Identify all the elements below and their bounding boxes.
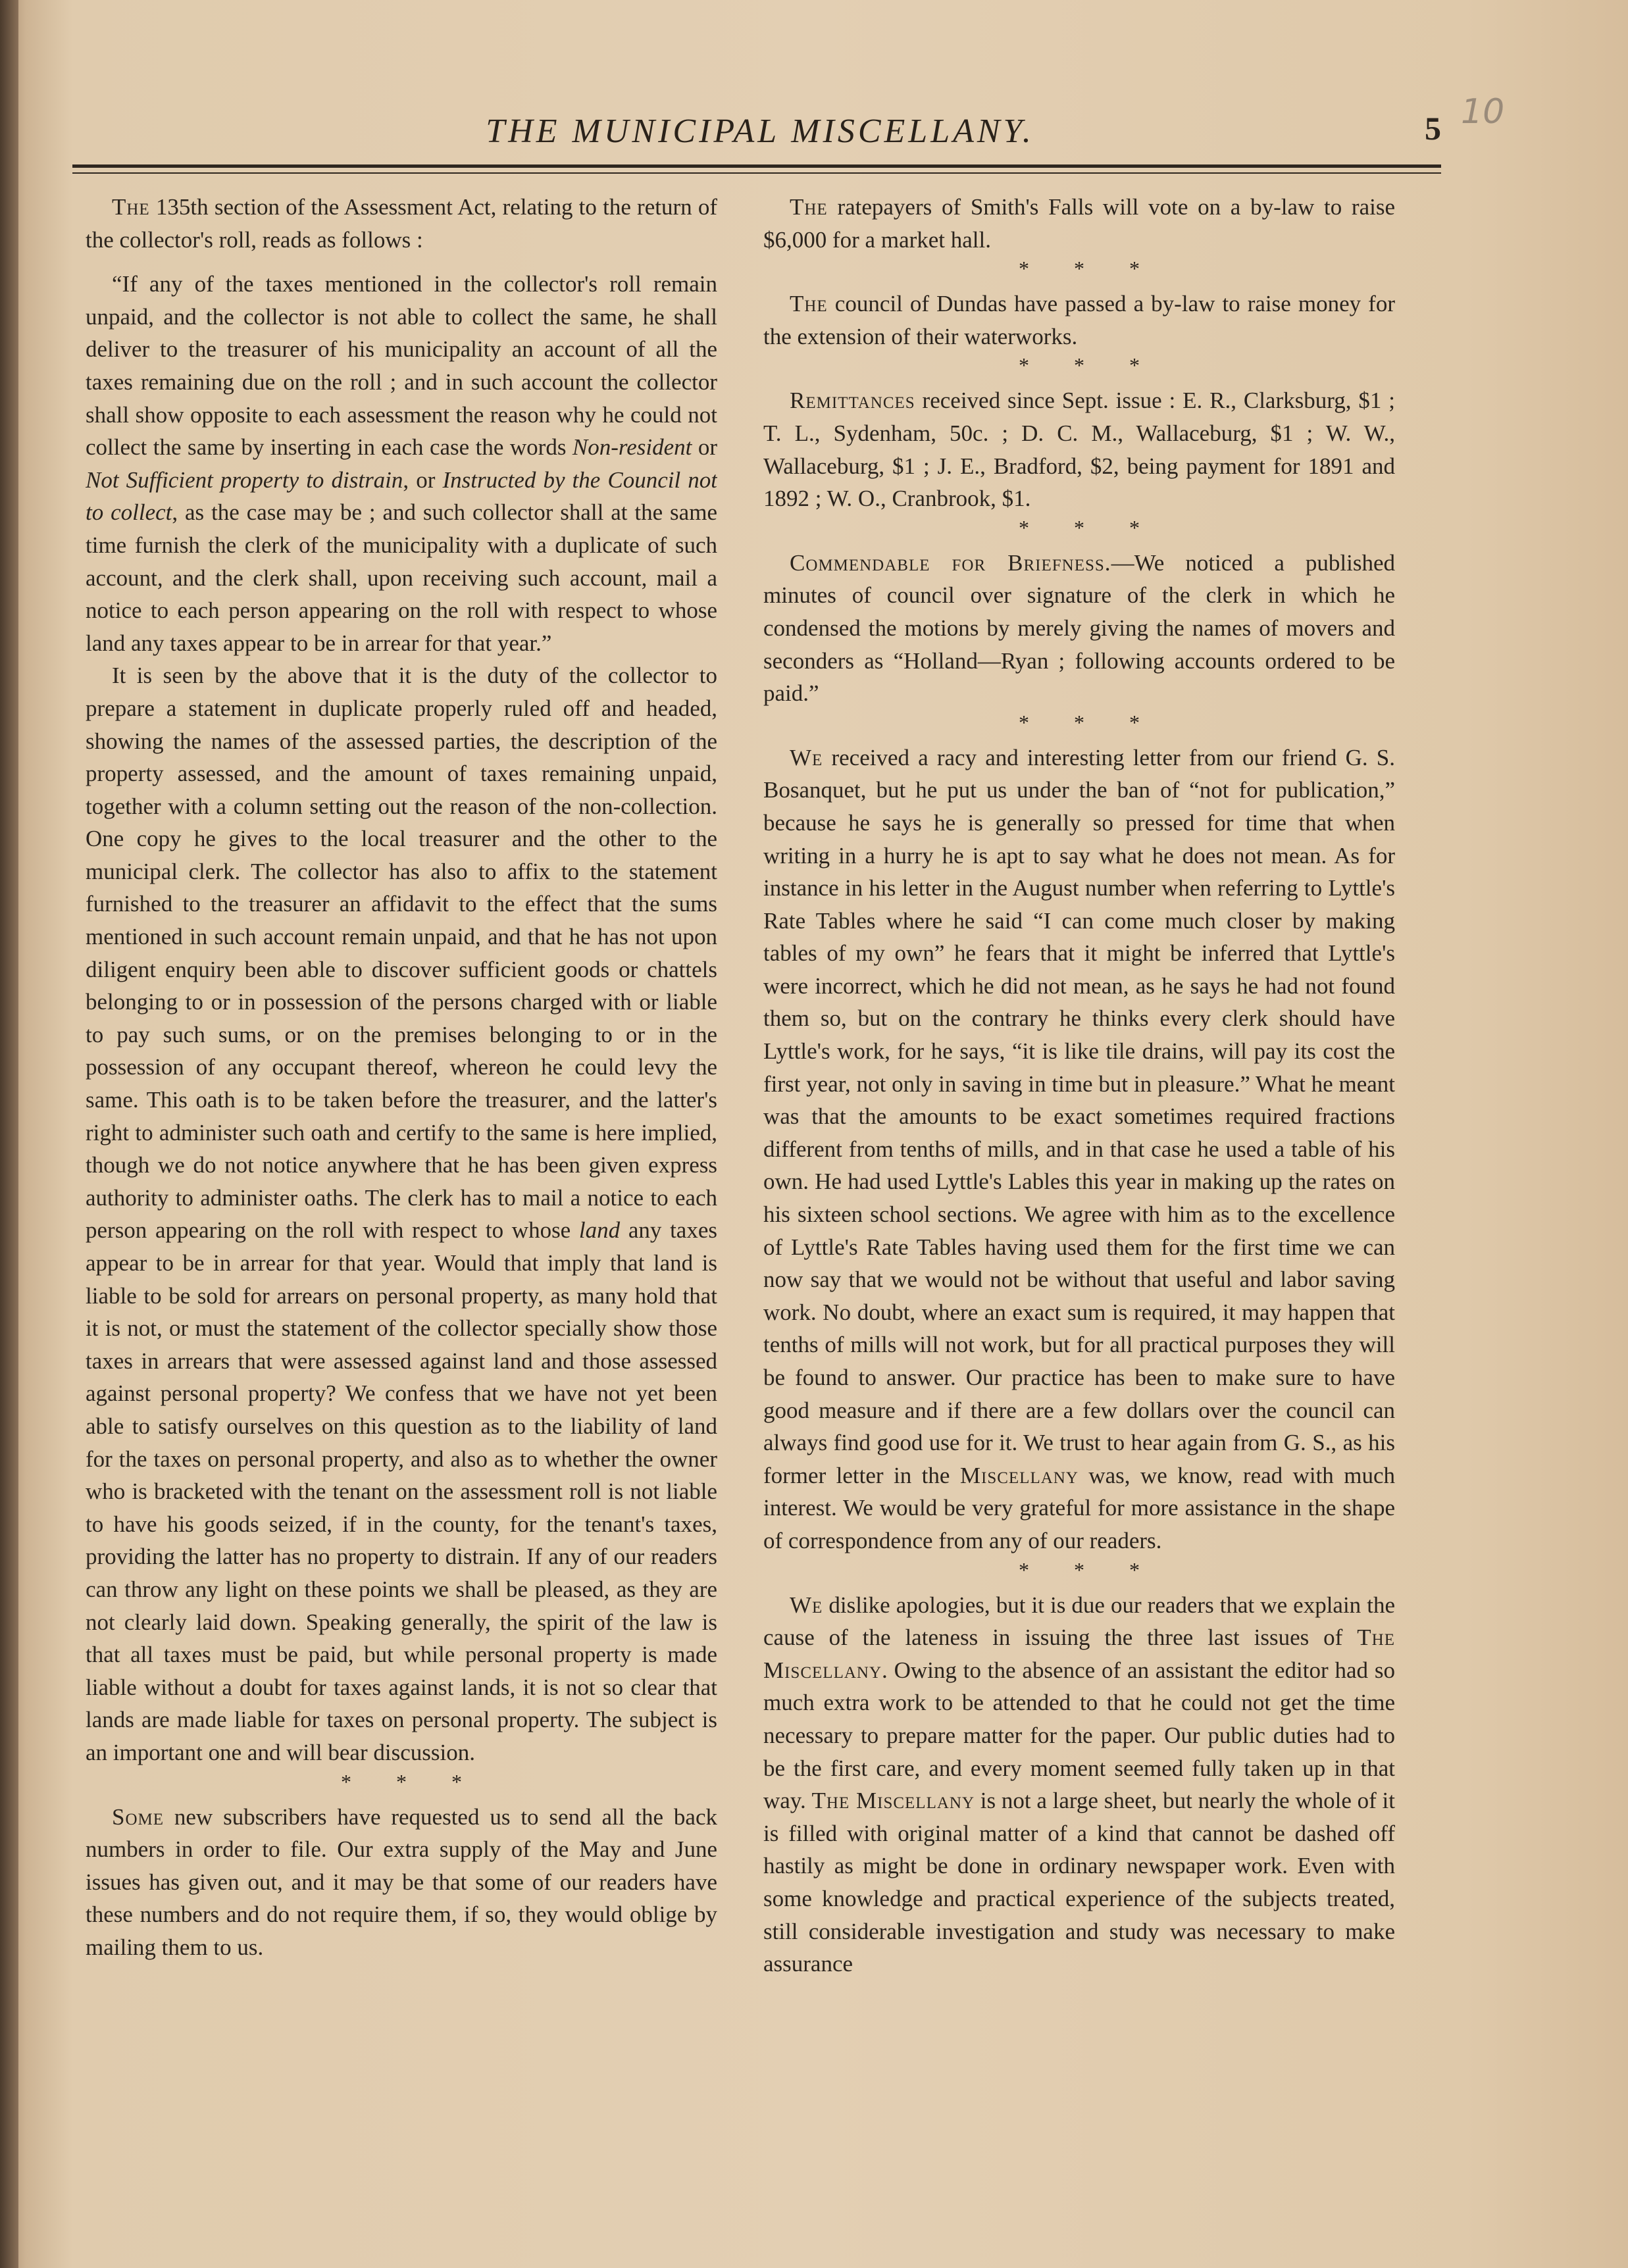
lead-word: We	[790, 1592, 823, 1618]
lead-word: Some	[112, 1803, 165, 1830]
pencil-annotation: 10	[1461, 92, 1505, 132]
header-rule-thin	[72, 172, 1441, 174]
page-header	[72, 99, 1448, 158]
right-column	[763, 191, 1395, 2237]
section-separator: * * *	[1019, 353, 1159, 378]
section-separator: * * *	[1019, 1557, 1159, 1582]
lead-word: The	[112, 194, 150, 220]
article-briefness: Commendable for Briefness.—We noticed a published minutes of council over signature of the clerk in which he condensed the motions by merely giving the names of movers and seconders as “Holland—Ryan ; following accounts ordered to be paid.”	[763, 549, 1395, 707]
article-apologies: We dislike apologies, but it is due our readers that we explain the cause of the lateness in issuing the three last issues of The Miscellany. Owing to the absence of an assistant the editor had so much extra work to be attended to that he could not get the time necessary to prepare matter for the paper. Our public duties had to be the first care, and every moment seemed fully taken up in that way. The Miscellany is not a large sheet, but nearly the whole of it is filled with original matter of a kind that cannot be dashed off hastily as might be done in ordinary newspaper work. Even with some knowledge and practical experience of the subjects treated, still considerable investigation and study was necessary to make assurance	[763, 1592, 1395, 1977]
lead-word: Commendable for Briefness.	[790, 549, 1111, 576]
article-assessment-act-quote: “If any of the taxes mentioned in the collector's roll remain unpaid, and the collector is not able to collect the same, he shall deliver to the treasurer of his municipality an account of all the taxes remaining due on the roll ; and in such account the collector shall show opposite to each assessment the reason why he could not collect the same by inserting in each case the words Non-resident or Not Sufficient property to distrain, or Instructed by the Council not to collect, as the case may be ; and such collector shall at the same time furnish the clerk of the municipality with a duplicate of such account, and the clerk shall, upon receiving such account, mail a notice to each person appearing on the roll with respect to whose land any taxes appear to be in arrear for that year.”	[86, 271, 717, 656]
section-separator: * * *	[341, 1769, 482, 1794]
article-dundas: The council of Dundas have passed a by-law to raise money for the extension of their waterworks.	[763, 291, 1395, 349]
article-bosanquet-letter: We received a racy and interesting letter from our friend G. S. Bosanquet, but he put us under the ban of “not for publication,” because he says he is generally so pressed for time that when writing in a hurry he is apt to say what he does not mean. As for instance in his letter in the August number when referring to Lyttle's Rate Tables where he said “I can come much closer by making tables of my own” he fears that it might be inferred that Lyttle's were incorrect, which he did not mean, as he says he had not found them so, but on the contrary he thinks every clerk should have Lyttle's work, for he says, “it is like tile drains, will pay its cost the first year, not only in saving in time but in pleasure.” What he meant was that the amounts to be exact sometimes required fractions different from tenths of mills, and in that case he used a table of his own. He had used Lyttle's Lables this year in making up the rates on his sixteen school sections. We agree with him as to the excellence of Lyttle's Rate Tables having used them for the first time we can now say that we would not be without that useful and labor saving work. No doubt, where an exact sum is required, it may happen that tenths of mills will not work, but for all practical purposes they will be found to answer. Our practice has been to make sure to have good measure and if there are a few dollars over the council can always find good use for it. We trust to hear again from G. S., as his former letter in the Miscellany was, we know, read with much interest. We would be very grateful for more assistance in the shape of correspondence from any of our readers.	[763, 744, 1395, 1553]
page-number: 5	[1425, 110, 1441, 147]
article-smiths-falls: The ratepayers of Smith's Falls will vote on a by-law to raise $6,000 for a market hall.	[763, 194, 1395, 253]
header-rule-thick	[72, 164, 1441, 168]
binding-spine	[0, 0, 18, 2268]
lead-word: We	[790, 744, 823, 770]
article-assessment-act-intro: The 135th section of the Assessment Act, relating to the return of the collector's roll, reads as follows :	[86, 194, 717, 253]
lead-word: Remittances	[790, 388, 915, 414]
section-separator: * * *	[1019, 710, 1159, 734]
left-column	[86, 191, 717, 2237]
lead-word: The	[790, 194, 828, 220]
article-assessment-act-discussion: It is seen by the above that it is the duty of the collector to prepare a statement in duplicate properly ruled off and headed, showing the names of the assessed parties, the description of the property assessed, and the amount of taxes remaining unpaid, together with a column setting out the reason of the non-collection. One copy he gives to the local treasurer and the other to the municipal clerk. The collector has also to affix to the statement furnished to the treasurer an affidavit to the effect that the sums mentioned in such account remain unpaid, and that he has not upon diligent enquiry been able to discover sufficient goods or chattels belonging to or in possession of the persons charged with or liable to pay such sums, or on the premises belonging to or in the possession of any occupant thereof, whereon he could levy the same. This oath is to be taken before the treasurer, and the latter's right to administer such oath and certify to the same is here implied, though we do not notice anywhere that he has been given express authority to administer oaths. The clerk has to mail a notice to each person appearing on the roll with respect to whose land any taxes appear to be in arrear for that year. Would that imply that land is liable to be sold for arrears on personal property, as many hold that it is not, or must the statement of the collector specially show those taxes in arrears that were assessed against land and those assessed against personal property? We confess that we have not yet been able to satisfy ourselves on this question as to the liability of land for the taxes on personal property, and also as to whether the owner who is bracketed with the tenant on the assessment roll is not liable to have his goods seized, if in the county, for the tenant's taxes, providing the latter has no property to distrain. If any of our readers can throw any light on these points we shall be pleased, as they are not clearly laid down. Speaking generally, the spirit of the law is that all taxes must be paid, but while personal property is made liable without a doubt for taxes against lands, it is not so clear that lands are made liable for taxes on personal property. The subject is an important one and will bear discussion.	[86, 663, 717, 1765]
section-separator: * * *	[1019, 515, 1159, 540]
lead-word: The	[790, 291, 828, 317]
article-back-numbers: Some new subscribers have requested us to send all the back numbers in order to file. Our extra supply of the May and June issues has given out, and it may be that some of our readers have these numbers and do not require them, if so, they would oblige by mailing them to us.	[86, 1803, 717, 1960]
article-remittances: Remittances received since Sept. issue : E. R., Clarksburg, $1 ; T. L., Sydenham, 50c. ; D. C. M., Wallaceburg, $1 ; W. W., Wallaceburg, $1 ; J. E., Bradford, $2, being payment for 1891 and 1892 ; W. O., Cranbrook, $1.	[763, 388, 1395, 512]
section-separator: * * *	[1019, 257, 1159, 281]
running-title: THE MUNICIPAL MISCELLANY.	[486, 113, 1034, 150]
